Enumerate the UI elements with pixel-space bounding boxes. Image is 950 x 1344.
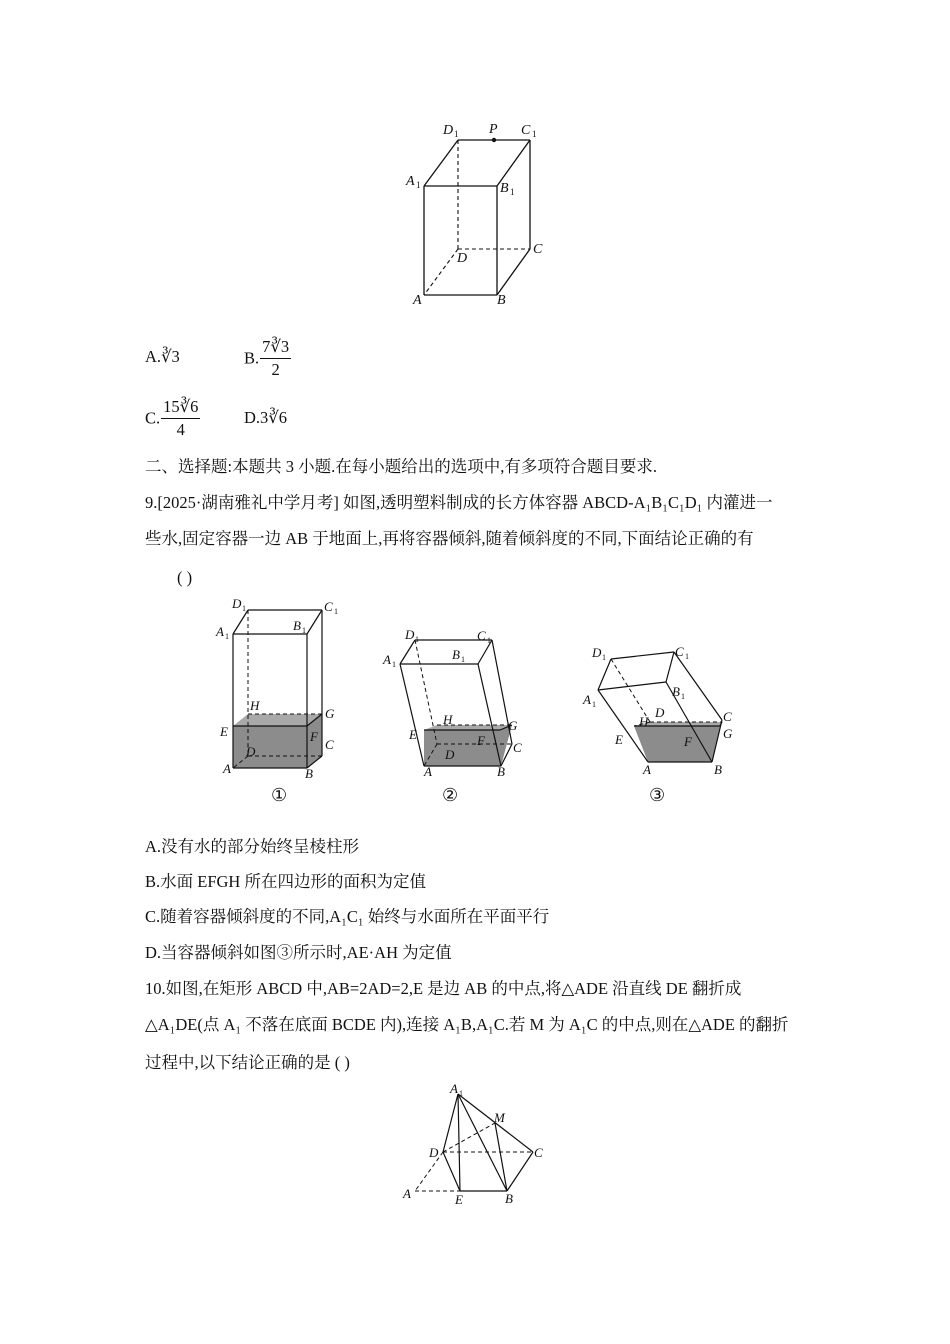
- svg-text:F: F: [477, 733, 485, 748]
- svg-text:A: A: [383, 652, 391, 667]
- figure-3-label: ③: [649, 785, 666, 806]
- svg-text:D: D: [592, 645, 602, 660]
- cube-figure: [400, 118, 560, 313]
- figure-3: [580, 638, 750, 783]
- option-d[interactable]: D.3∛6: [244, 408, 288, 427]
- svg-text:C: C: [477, 628, 486, 643]
- svg-text:M: M: [494, 1110, 505, 1125]
- svg-text:A: A: [424, 764, 432, 779]
- svg-text:1: 1: [392, 660, 396, 669]
- q9-answer-blank[interactable]: ( ): [177, 568, 193, 587]
- svg-text:E: E: [455, 1192, 463, 1207]
- label-A: A: [413, 293, 422, 308]
- svg-text:C: C: [324, 599, 333, 614]
- q9-option-a[interactable]: A.没有水的部分始终呈棱柱形: [145, 837, 360, 856]
- svg-text:B: B: [293, 618, 301, 633]
- svg-text:1: 1: [334, 607, 338, 616]
- svg-text:A: A: [223, 761, 231, 776]
- label-C1: C: [521, 123, 531, 138]
- svg-text:1: 1: [602, 653, 606, 662]
- label-D1: D: [443, 123, 454, 138]
- svg-text:E: E: [409, 727, 417, 742]
- svg-text:C: C: [723, 709, 732, 724]
- svg-text:F: F: [310, 729, 318, 744]
- svg-text:C: C: [534, 1145, 543, 1160]
- svg-text:H: H: [443, 712, 453, 727]
- option-c[interactable]: C. $\frac{15∛6}{4}$: [145, 397, 199, 439]
- fold-figure: [400, 1080, 560, 1210]
- option-a[interactable]: A.∛3: [145, 347, 180, 366]
- label-P: P: [489, 122, 498, 137]
- label-B: B: [497, 293, 506, 308]
- q9-option-b[interactable]: B.水面 EFGH 所在四边形的面积为定值: [145, 872, 426, 891]
- svg-text:H: H: [250, 698, 260, 713]
- svg-text:B: B: [505, 1191, 513, 1206]
- svg-text:1: 1: [242, 604, 246, 613]
- figure-2: [380, 624, 540, 784]
- svg-text:C: C: [675, 644, 684, 659]
- svg-text:A: A: [403, 1186, 411, 1201]
- svg-text:1: 1: [416, 180, 421, 190]
- label-A1: A: [406, 174, 415, 189]
- q10-line2: △A₁DE(点 A₁ 不落在底面 BCDE 内),连接 A₁B,A₁C.若 M 为 A₁C 的中点,则在△ADE 的翻折: [145, 1015, 789, 1034]
- svg-text:D: D: [655, 705, 665, 720]
- label-D: D: [457, 251, 468, 266]
- svg-text:B: B: [497, 764, 505, 779]
- svg-text:1: 1: [592, 700, 596, 709]
- svg-text:E: E: [615, 732, 623, 747]
- svg-text:A: A: [583, 692, 591, 707]
- svg-text:1: 1: [225, 632, 229, 641]
- svg-text:D: D: [405, 627, 415, 642]
- svg-text:B: B: [452, 647, 460, 662]
- svg-text:B: B: [672, 684, 680, 699]
- figure-1: [215, 596, 345, 781]
- svg-text:A: A: [216, 624, 224, 639]
- label-B1: B: [500, 181, 509, 196]
- option-b[interactable]: B. $\frac{7∛3}{2}$: [244, 337, 290, 379]
- svg-text:1: 1: [454, 129, 459, 139]
- svg-text:1: 1: [681, 692, 685, 701]
- svg-text:1: 1: [487, 636, 491, 645]
- label-C: C: [533, 242, 543, 257]
- section-header: 二、选择题:本题共 3 小题.在每小题给出的选项中,有多项符合题目要求.: [145, 457, 657, 476]
- svg-text:1: 1: [302, 626, 306, 635]
- svg-text:G: G: [325, 706, 335, 721]
- svg-text:1: 1: [461, 655, 465, 664]
- q9-option-c[interactable]: C.随着容器倾斜度的不同,A₁C₁ 始终与水面所在平面平行: [145, 907, 550, 926]
- svg-text:E: E: [220, 724, 228, 739]
- q9-option-d[interactable]: D.当容器倾斜如图③所示时,AE·AH 为定值: [145, 943, 452, 962]
- svg-text:1: 1: [532, 129, 537, 139]
- svg-text:G: G: [723, 726, 733, 741]
- svg-text:1: 1: [415, 635, 419, 644]
- svg-text:H: H: [639, 714, 649, 729]
- svg-text:G: G: [508, 718, 518, 733]
- svg-text:C: C: [325, 737, 334, 752]
- q9-line2: 些水,固定容器一边 AB 于地面上,再将容器倾斜,随着倾斜度的不同,下面结论正确的有: [145, 529, 754, 548]
- svg-text:D: D: [232, 596, 242, 611]
- svg-text:D: D: [246, 744, 256, 759]
- q10-line3: 过程中,以下结论正确的是 ( ): [145, 1053, 350, 1072]
- svg-text:C: C: [513, 740, 522, 755]
- svg-text:A: A: [643, 762, 651, 777]
- svg-text:B: B: [714, 762, 722, 777]
- q10-line1: 10.如图,在矩形 ABCD 中,AB=2AD=2,E 是边 AB 的中点,将△ADE 沿直线 DE 翻折成: [145, 979, 742, 998]
- svg-text:A: A: [450, 1081, 458, 1096]
- svg-text:1: 1: [685, 652, 689, 661]
- figure-2-label: ②: [442, 785, 459, 806]
- svg-text:D: D: [445, 747, 455, 762]
- svg-text:B: B: [305, 766, 313, 781]
- svg-text:D: D: [429, 1145, 439, 1160]
- figure-1-label: ①: [271, 785, 288, 806]
- svg-text:F: F: [684, 734, 692, 749]
- svg-text:1: 1: [459, 1089, 463, 1098]
- q9-line1: 9.[2025·湖南雅礼中学月考] 如图,透明塑料制成的长方体容器 ABCD-A₁B₁C₁D₁ 内灌进一: [145, 493, 773, 512]
- svg-text:1: 1: [510, 187, 515, 197]
